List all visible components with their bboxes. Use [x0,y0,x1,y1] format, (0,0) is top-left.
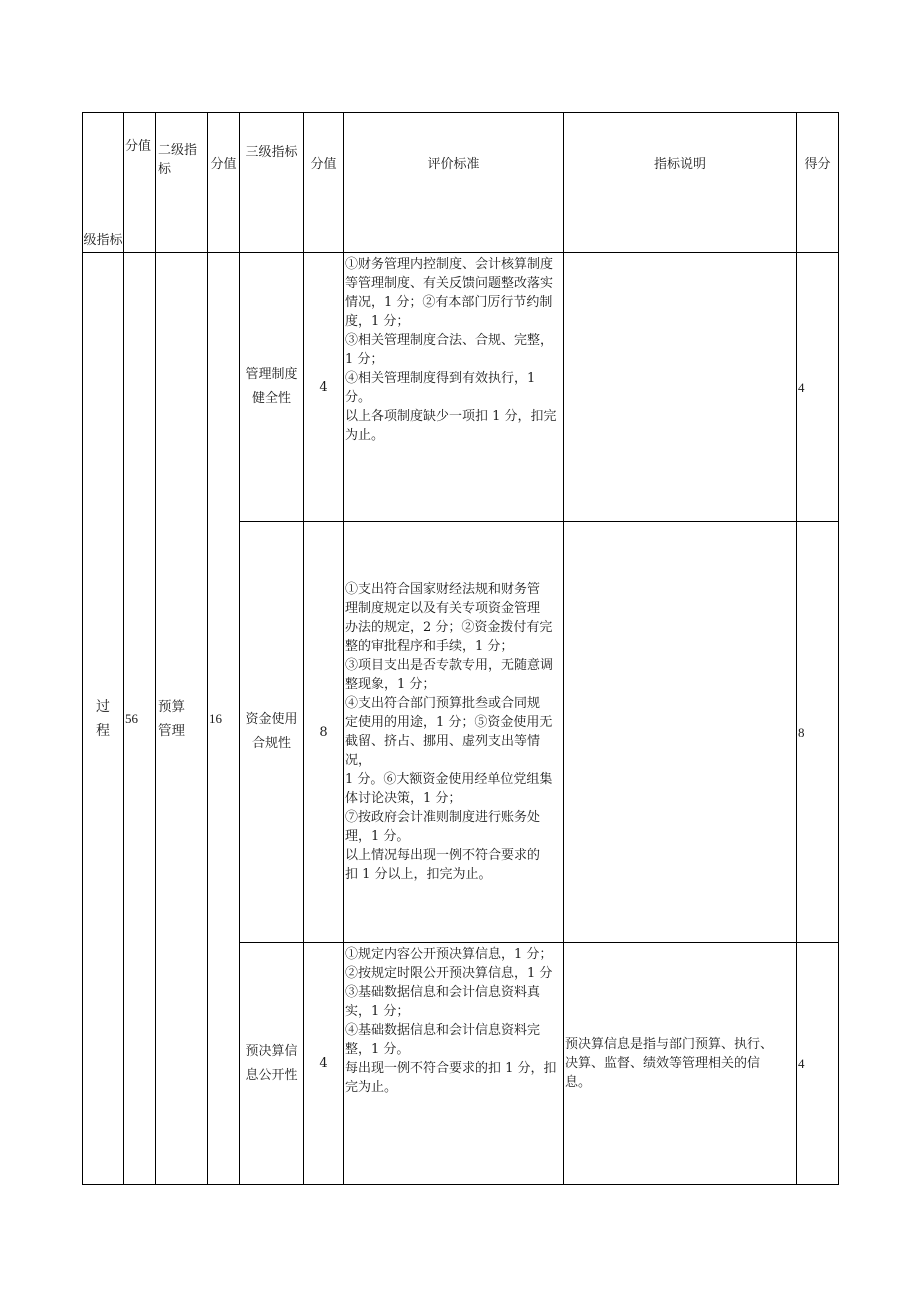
table-row [83,253,839,522]
header-level2: 二级指标 [156,113,208,253]
header-score2: 分值 [208,113,240,253]
description-cell [564,522,797,943]
header-earned: 得分 [797,113,839,253]
criteria-cell: ①支出符合国家财经法规和财务管 理制度规定以及有关专项资金管理 办法的规定，2 分；②资金拨付有完 整的审批程序和手续，1 分； ③项目支出是否专款专用，无随意调 整现象，1 分； ④支出符合部门预算批叁或合同规 定使用的用途，1 分；⑤资金使用无 截留、挤占、挪用、虚列支出等情况， 1 分。⑥大额资金使用经单位党组集 体讨论决策，1 分； ⑦按政府会计准则制度进行账务处 理，1 分。 以上情况每出现一例不符合要求的 扣 1 分以上，扣完为止。 [344,522,564,943]
score1-cell: 56 [124,253,156,1185]
level3-score: 4 [304,253,344,522]
criteria-cell: ①规定内容公开预决算信息，1 分； ②按规定时限公开预决算信息，1 分 ③基础数据信息和会计信息资料真 实，1 分； ④基础数据信息和会计信息资料完 整，1 分。 每出现一例不符合要求的扣 1 分，扣 完为止。 [344,943,564,1185]
header-score3: 分值 [304,113,344,253]
header-score1: 分值 [124,113,156,253]
level3-name: 管理制度健全性 [240,253,304,522]
score2-cell: 16 [208,253,240,1185]
header-description: 指标说明 [564,113,797,253]
header-level1: 级指标 [83,113,124,253]
criteria-cell: ①财务管理内控制度、会计核算制度 等管理制度、有关反馈问题整改落实 情况，1 分；②有本部门厉行节约制 度，1 分； ③相关管理制度合法、合规、完整， 1 分； ④相关管理制度得到有效执行，1 分。 以上各项制度缺少一项扣 1 分，扣完 为止。 [344,253,564,522]
earned-score-cell: 8 [797,522,839,943]
header-level3: 三级指标 [240,113,304,253]
evaluation-table [82,112,839,1185]
description-cell: 预决算信息是指与部门预算、执行、 决算、监督、绩效等管理相关的信 息。 [564,943,797,1185]
earned-score-cell: 4 [797,943,839,1185]
description-cell [564,253,797,522]
level3-name: 资金使用合规性 [240,522,304,943]
level1-cell: 过程 [83,253,124,1185]
level3-score: 4 [304,943,344,1185]
earned-score-cell: 4 [797,253,839,522]
header-row [83,113,839,253]
level2-cell: 预算管理 [156,253,208,1185]
level3-score: 8 [304,522,344,943]
level3-name: 预决算信息公开性 [240,943,304,1185]
header-criteria: 评价标准 [344,113,564,253]
